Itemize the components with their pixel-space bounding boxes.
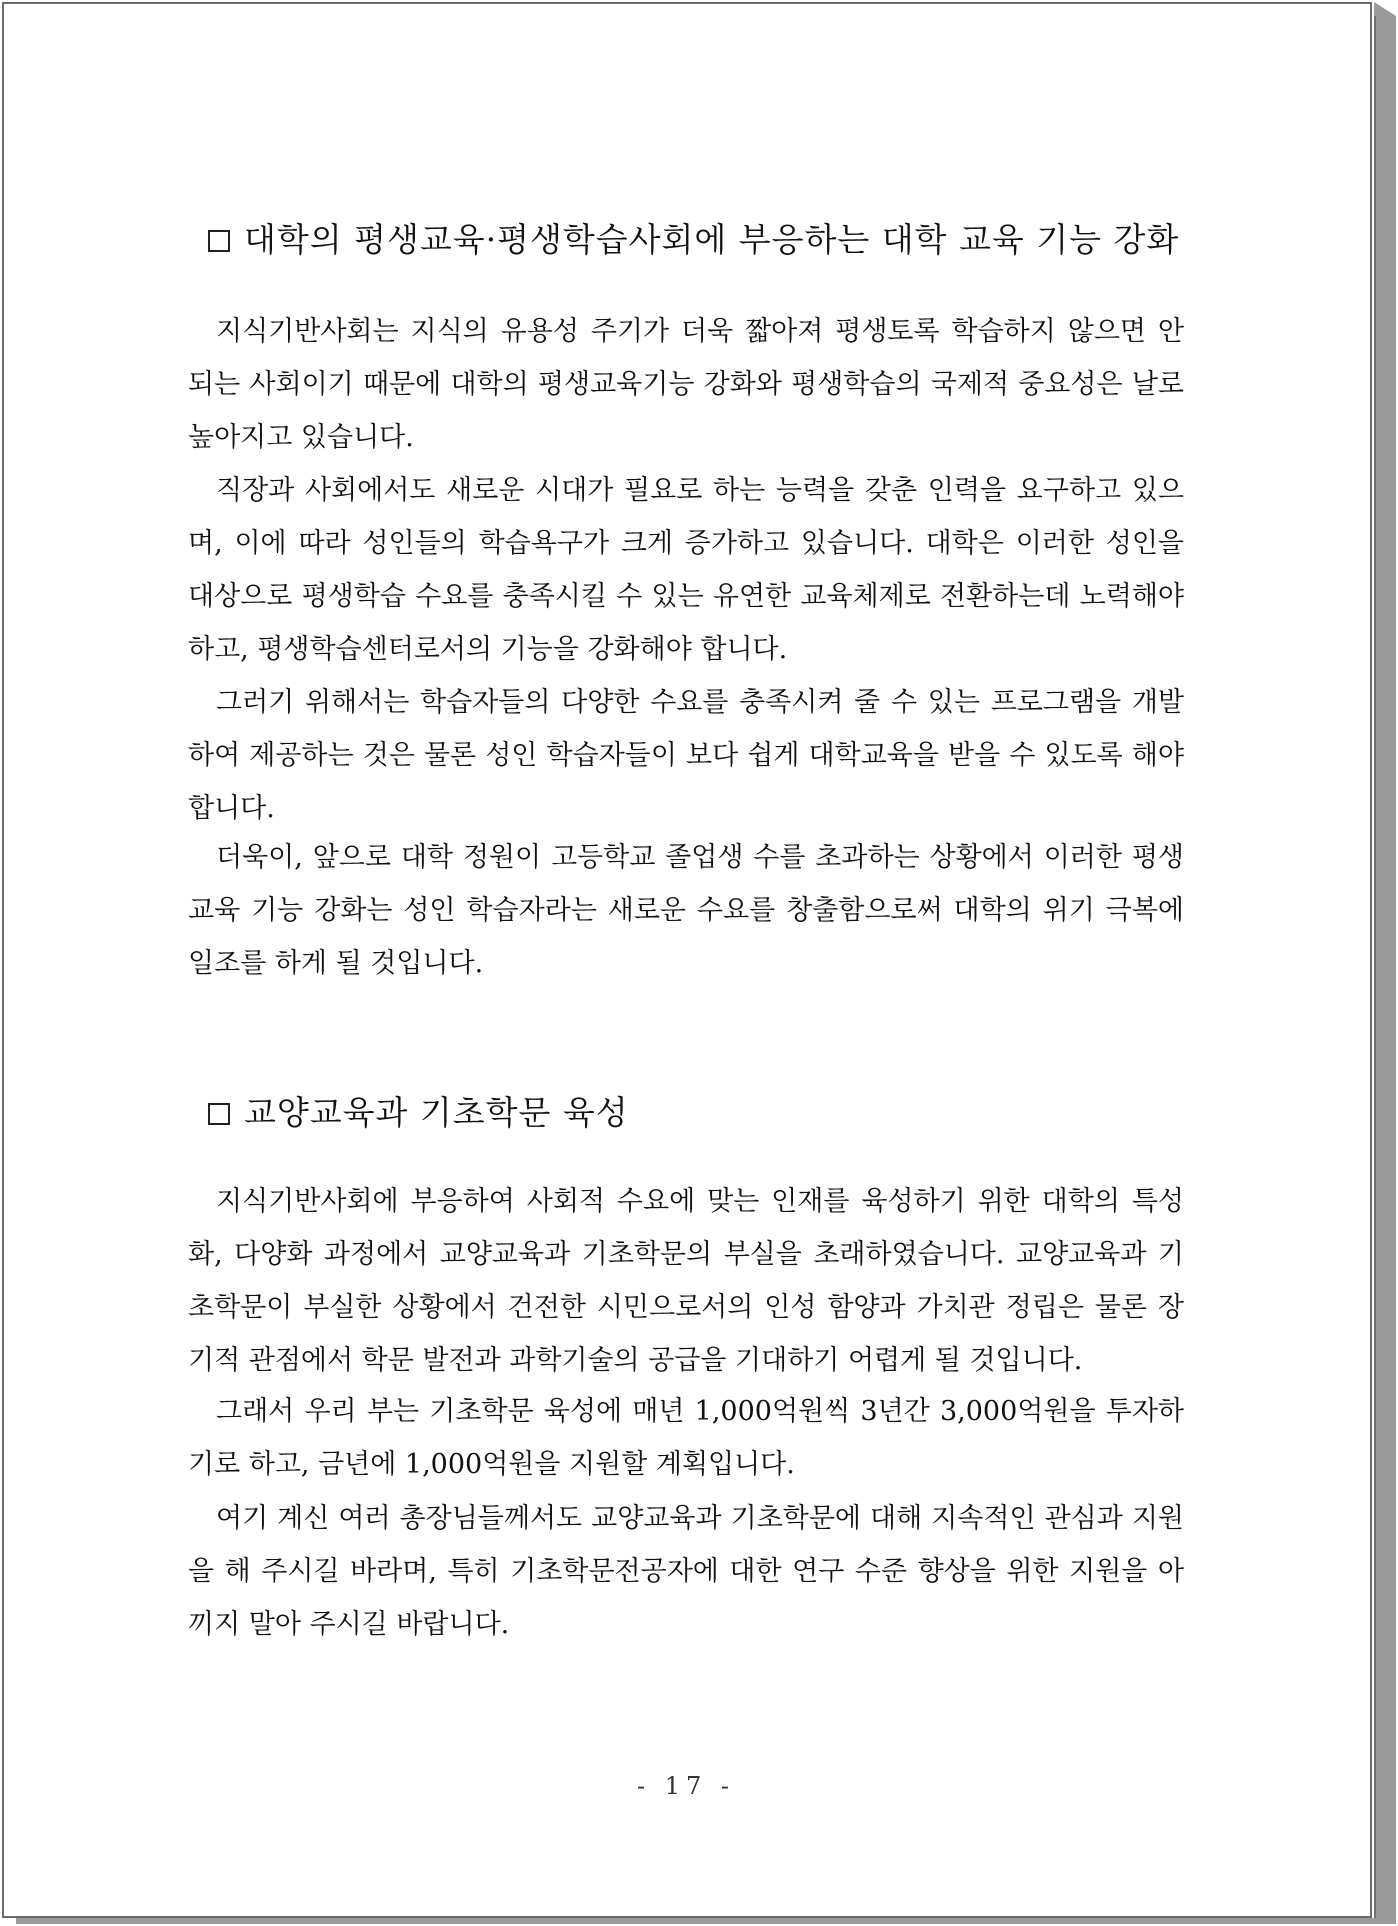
section-1-paragraph-1: 지식기반사회는 지식의 유용성 주기가 더욱 짧아져 평생토록 학습하지 않으면 안 되는 사회이기 때문에 대학의 평생교육기능 강화와 평생학습의 국제적 중요성은 날로 높아지고 있습니다. [188, 316, 1184, 453]
section-2-paragraph-2: 그래서 우리 부는 기초학문 육성에 매년 1,000억원씩 3년간 3,000억원을 투자하기로 하고, 금년에 1,000억원을 지원할 계획입니다. [188, 1396, 1184, 1480]
section-2-paragraph-3: 여기 계신 여러 총장님들께서도 교양교육과 기초학문에 대해 지속적인 관심과 지원을 해 주시길 바라며, 특히 기초학문전공자에 대한 연구 수준 향상을 위한 지원을 아끼지 말아 주시길 바랍니다. [188, 1503, 1184, 1640]
section-title-2 [208, 1087, 629, 1134]
section-1-paragraph-2: 직장과 사회에서도 새로운 시대가 필요로 하는 능력을 갖춘 인력을 요구하고 있으며, 이에 따라 성인들의 학습욕구가 크게 증가하고 있습니다. 대학은 이러한 성인을 대상으로 평생학습 수요를 충족시킬 수 있는 유연한 교육체제로 전환하는데 노력해야 하고, 평생학습센터로서의 기능을 강화해야 합니다. [188, 475, 1184, 665]
checkbox-square-icon [208, 1103, 230, 1125]
section-title-1 [208, 214, 1179, 261]
section-title-1-text: 대학의 평생교육·평생학습사회에 부응하는 대학 교육 기능 강화 [244, 220, 1180, 259]
section-1-paragraph-3: 그러기 위해서는 학습자들의 다양한 수요를 충족시켜 줄 수 있는 프로그램을 개발하여 제공하는 것은 물론 성인 학습자들이 보다 쉽게 대학교육을 받을 수 있도록 해야 합니다. [188, 687, 1184, 824]
page-number: - 17 - [636, 1772, 735, 1800]
section-2-paragraph-1: 지식기반사회에 부응하여 사회적 수요에 맞는 인재를 육성하기 위한 대학의 특성화, 다양화 과정에서 교양교육과 기초학문의 부실을 초래하였습니다. 교양교육과 기초학문이 부실한 상황에서 건전한 시민으로서의 인성 함양과 가치관 정립은 물론 장기적 관점에서 학문 발전과 과학기술의 공급을 기대하기 어렵게 될 것입니다. [188, 1186, 1184, 1376]
section-1-paragraph-4: 더욱이, 앞으로 대학 정원이 고등학교 졸업생 수를 초과하는 상황에서 이러한 평생교육 기능 강화는 성인 학습자라는 새로운 수요를 창출함으로써 대학의 위기 극복에 일조를 하게 될 것입니다. [188, 842, 1184, 979]
page-shadow-bottom [16, 1918, 1396, 1924]
page-shadow-right [1374, 16, 1396, 1922]
page-fold [1374, 2, 1396, 16]
checkbox-square-icon [208, 230, 230, 252]
section-title-2-text: 교양교육과 기초학문 육성 [244, 1093, 629, 1132]
